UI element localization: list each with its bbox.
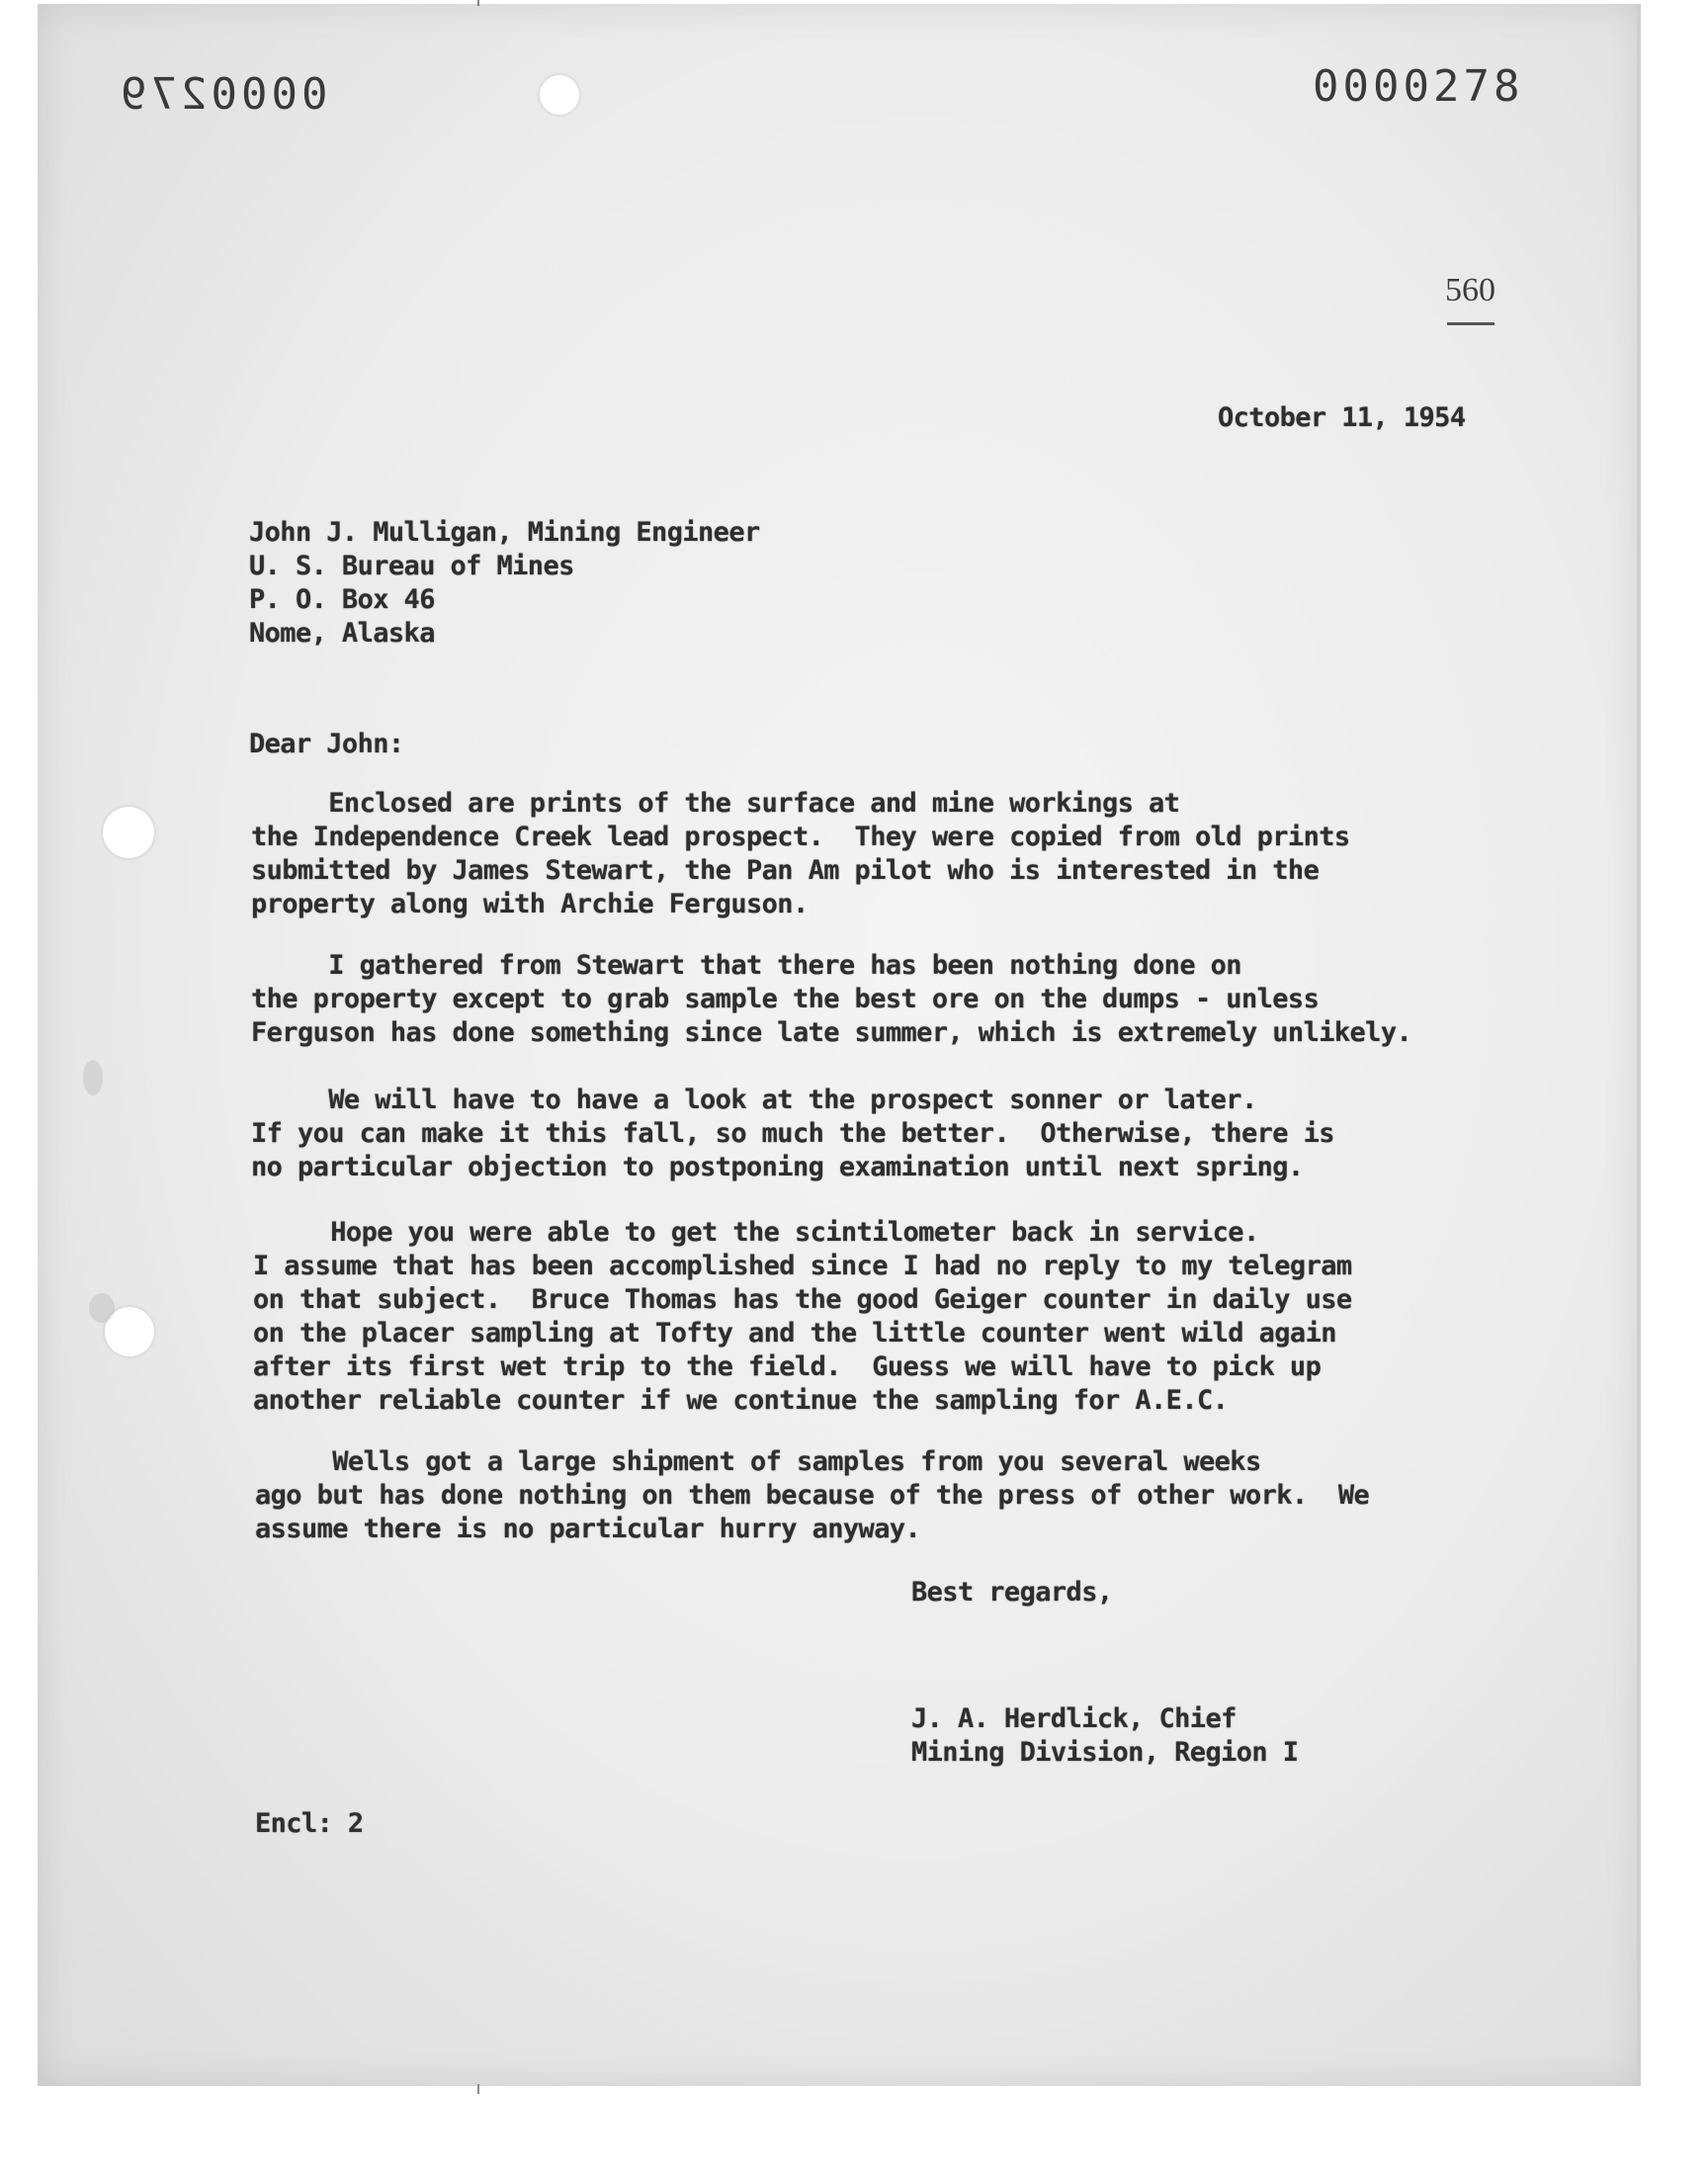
body-paragraph — [251, 1084, 1334, 1184]
address-line: U. S. Bureau of Mines — [249, 551, 574, 581]
smudge-mark — [83, 1060, 103, 1095]
page-number: 560 — [1445, 272, 1495, 308]
paragraph-line: Enclosed are prints of the surface and mine workings at — [251, 788, 1180, 819]
paragraph-line: We will have to have a look at the prospect sonner or later. — [251, 1085, 1257, 1115]
address-line: P. O. Box 46 — [249, 584, 435, 615]
salutation: Dear John: — [249, 729, 404, 759]
paragraph-line: I gathered from Stewart that there has been nothing done on — [251, 950, 1241, 981]
stamp-number: 0000278 — [1313, 61, 1524, 112]
paragraph-line: the Independence Creek lead prospect. They were copied from old prints — [251, 822, 1350, 852]
signature-line: Mining Division, Region I — [911, 1737, 1299, 1768]
page-number-underline — [1447, 322, 1494, 325]
signature-line: J. A. Herdlick, Chief — [911, 1703, 1237, 1734]
address-line: Nome, Alaska — [249, 618, 435, 649]
paragraph-line: another reliable counter if we continue the sampling for A.E.C. — [253, 1385, 1229, 1416]
paragraph-line: submitted by James Stewart, the Pan Am pilot who is interested in the — [251, 855, 1320, 886]
paragraph-line: If you can make it this fall, so much the better. Otherwise, there is — [251, 1118, 1334, 1149]
paragraph-line: property along with Archie Ferguson. — [251, 889, 809, 919]
paragraph-line: Ferguson has done something since late summer, which is extremely unlikely. — [251, 1017, 1412, 1048]
paragraph-line: ago but has done nothing on them because of the press of other work. We — [255, 1480, 1370, 1511]
smudge-mark — [89, 1293, 115, 1323]
paragraph-line: on that subject. Bruce Thomas has the good Geiger counter in daily use — [253, 1284, 1352, 1315]
paragraph-line: Wells got a large shipment of samples from you several weeks — [255, 1446, 1261, 1477]
page-edge — [1637, 4, 1641, 2086]
paragraph-line: after its first wet trip to the field. Guess we will have to pick up — [253, 1351, 1322, 1382]
letter-date: October 11, 1954 — [1218, 402, 1466, 433]
signature-block — [911, 1702, 1298, 1770]
binding-mark — [477, 2084, 479, 2094]
paragraph-line: I assume that has been accomplished since I had no reply to my telegram — [253, 1251, 1352, 1281]
body-paragraph — [253, 1216, 1352, 1418]
paragraph-line: on the placer sampling at Tofty and the little counter went wild again — [253, 1318, 1336, 1348]
recipient-address — [249, 516, 760, 651]
paragraph-line: Hope you were able to get the scintilometer back in service. — [253, 1217, 1259, 1248]
punch-hole-top — [540, 75, 579, 115]
enclosure-note: Encl: 2 — [255, 1808, 364, 1839]
body-paragraph — [251, 787, 1350, 921]
punch-hole-middle — [103, 807, 154, 858]
binding-mark — [477, 0, 479, 6]
address-line: John J. Mulligan, Mining Engineer — [249, 517, 760, 548]
body-paragraph — [255, 1445, 1369, 1546]
paragraph-line: the property except to grab sample the best ore on the dumps - unless — [251, 984, 1320, 1014]
letter-page — [38, 4, 1641, 2086]
body-paragraph — [251, 949, 1411, 1050]
closing: Best regards, — [911, 1577, 1113, 1608]
stamp-number-mirrored: 0000279 — [117, 69, 328, 120]
paragraph-line: no particular objection to postponing examination until next spring. — [251, 1152, 1304, 1182]
paragraph-line: assume there is no particular hurry anyway. — [255, 1514, 921, 1544]
